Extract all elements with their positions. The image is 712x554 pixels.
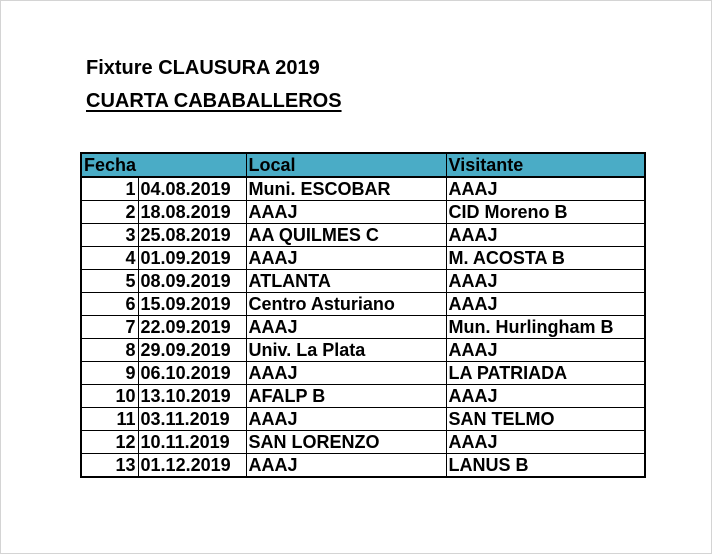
fecha-number-cell: 2 xyxy=(81,201,138,224)
date-cell: 15.09.2019 xyxy=(138,293,246,316)
table-row xyxy=(81,224,645,247)
fecha-number-cell: 7 xyxy=(81,316,138,339)
date-cell: 25.08.2019 xyxy=(138,224,246,247)
local-team-cell: AAAJ xyxy=(246,316,446,339)
local-team-cell: Centro Asturiano xyxy=(246,293,446,316)
column-header-fecha-spacer xyxy=(138,153,246,177)
table-row xyxy=(81,339,645,362)
local-team-cell: ATLANTA xyxy=(246,270,446,293)
visiting-team-cell: SAN TELMO xyxy=(446,408,645,431)
local-team-cell: Univ. La Plata xyxy=(246,339,446,362)
table-row xyxy=(81,201,645,224)
visiting-team-cell: LANUS B xyxy=(446,454,645,478)
date-cell: 22.09.2019 xyxy=(138,316,246,339)
local-team-cell: AAAJ xyxy=(246,454,446,478)
page-title: Fixture CLAUSURA 2019 xyxy=(86,57,320,79)
table-row xyxy=(81,408,645,431)
table-row xyxy=(81,316,645,339)
fecha-number-cell: 9 xyxy=(81,362,138,385)
fecha-number-cell: 6 xyxy=(81,293,138,316)
table-row xyxy=(81,454,645,478)
visiting-team-cell: AAAJ xyxy=(446,177,645,201)
table-row xyxy=(81,177,645,201)
fecha-number-cell: 8 xyxy=(81,339,138,362)
table-row xyxy=(81,431,645,454)
date-cell: 01.12.2019 xyxy=(138,454,246,478)
date-cell: 04.08.2019 xyxy=(138,177,246,201)
date-cell: 18.08.2019 xyxy=(138,201,246,224)
date-cell: 29.09.2019 xyxy=(138,339,246,362)
column-header-fecha: Fecha xyxy=(81,153,138,177)
table-row xyxy=(81,293,645,316)
column-header-local: Local xyxy=(246,153,446,177)
visiting-team-cell: AAAJ xyxy=(446,385,645,408)
header-row xyxy=(81,153,645,177)
local-team-cell: AAAJ xyxy=(246,362,446,385)
date-cell: 08.09.2019 xyxy=(138,270,246,293)
fecha-number-cell: 4 xyxy=(81,247,138,270)
page-subtitle: CUARTA CABABALLEROS xyxy=(86,90,342,112)
table-header xyxy=(81,153,645,177)
fecha-number-cell: 5 xyxy=(81,270,138,293)
local-team-cell: AAAJ xyxy=(246,201,446,224)
local-team-cell: AA QUILMES C xyxy=(246,224,446,247)
local-team-cell: AAAJ xyxy=(246,408,446,431)
fecha-number-cell: 13 xyxy=(81,454,138,478)
fecha-number-cell: 11 xyxy=(81,408,138,431)
fecha-number-cell: 1 xyxy=(81,177,138,201)
table-row xyxy=(81,385,645,408)
table-row xyxy=(81,270,645,293)
table-row xyxy=(81,362,645,385)
local-team-cell: AFALP B xyxy=(246,385,446,408)
local-team-cell: SAN LORENZO xyxy=(246,431,446,454)
visiting-team-cell: CID Moreno B xyxy=(446,201,645,224)
local-team-cell: Muni. ESCOBAR xyxy=(246,177,446,201)
visiting-team-cell: AAAJ xyxy=(446,339,645,362)
visiting-team-cell: M. ACOSTA B xyxy=(446,247,645,270)
visiting-team-cell: LA PATRIADA xyxy=(446,362,645,385)
table-row xyxy=(81,247,645,270)
visiting-team-cell: AAAJ xyxy=(446,293,645,316)
fecha-number-cell: 12 xyxy=(81,431,138,454)
fecha-number-cell: 3 xyxy=(81,224,138,247)
local-team-cell: AAAJ xyxy=(246,247,446,270)
visiting-team-cell: AAAJ xyxy=(446,270,645,293)
visiting-team-cell: AAAJ xyxy=(446,224,645,247)
column-header-visitante: Visitante xyxy=(446,153,645,177)
table-body xyxy=(81,177,645,477)
date-cell: 10.11.2019 xyxy=(138,431,246,454)
date-cell: 01.09.2019 xyxy=(138,247,246,270)
visiting-team-cell: Mun. Hurlingham B xyxy=(446,316,645,339)
date-cell: 06.10.2019 xyxy=(138,362,246,385)
date-cell: 03.11.2019 xyxy=(138,408,246,431)
visiting-team-cell: AAAJ xyxy=(446,431,645,454)
fecha-number-cell: 10 xyxy=(81,385,138,408)
fixture-table xyxy=(80,152,646,478)
date-cell: 13.10.2019 xyxy=(138,385,246,408)
